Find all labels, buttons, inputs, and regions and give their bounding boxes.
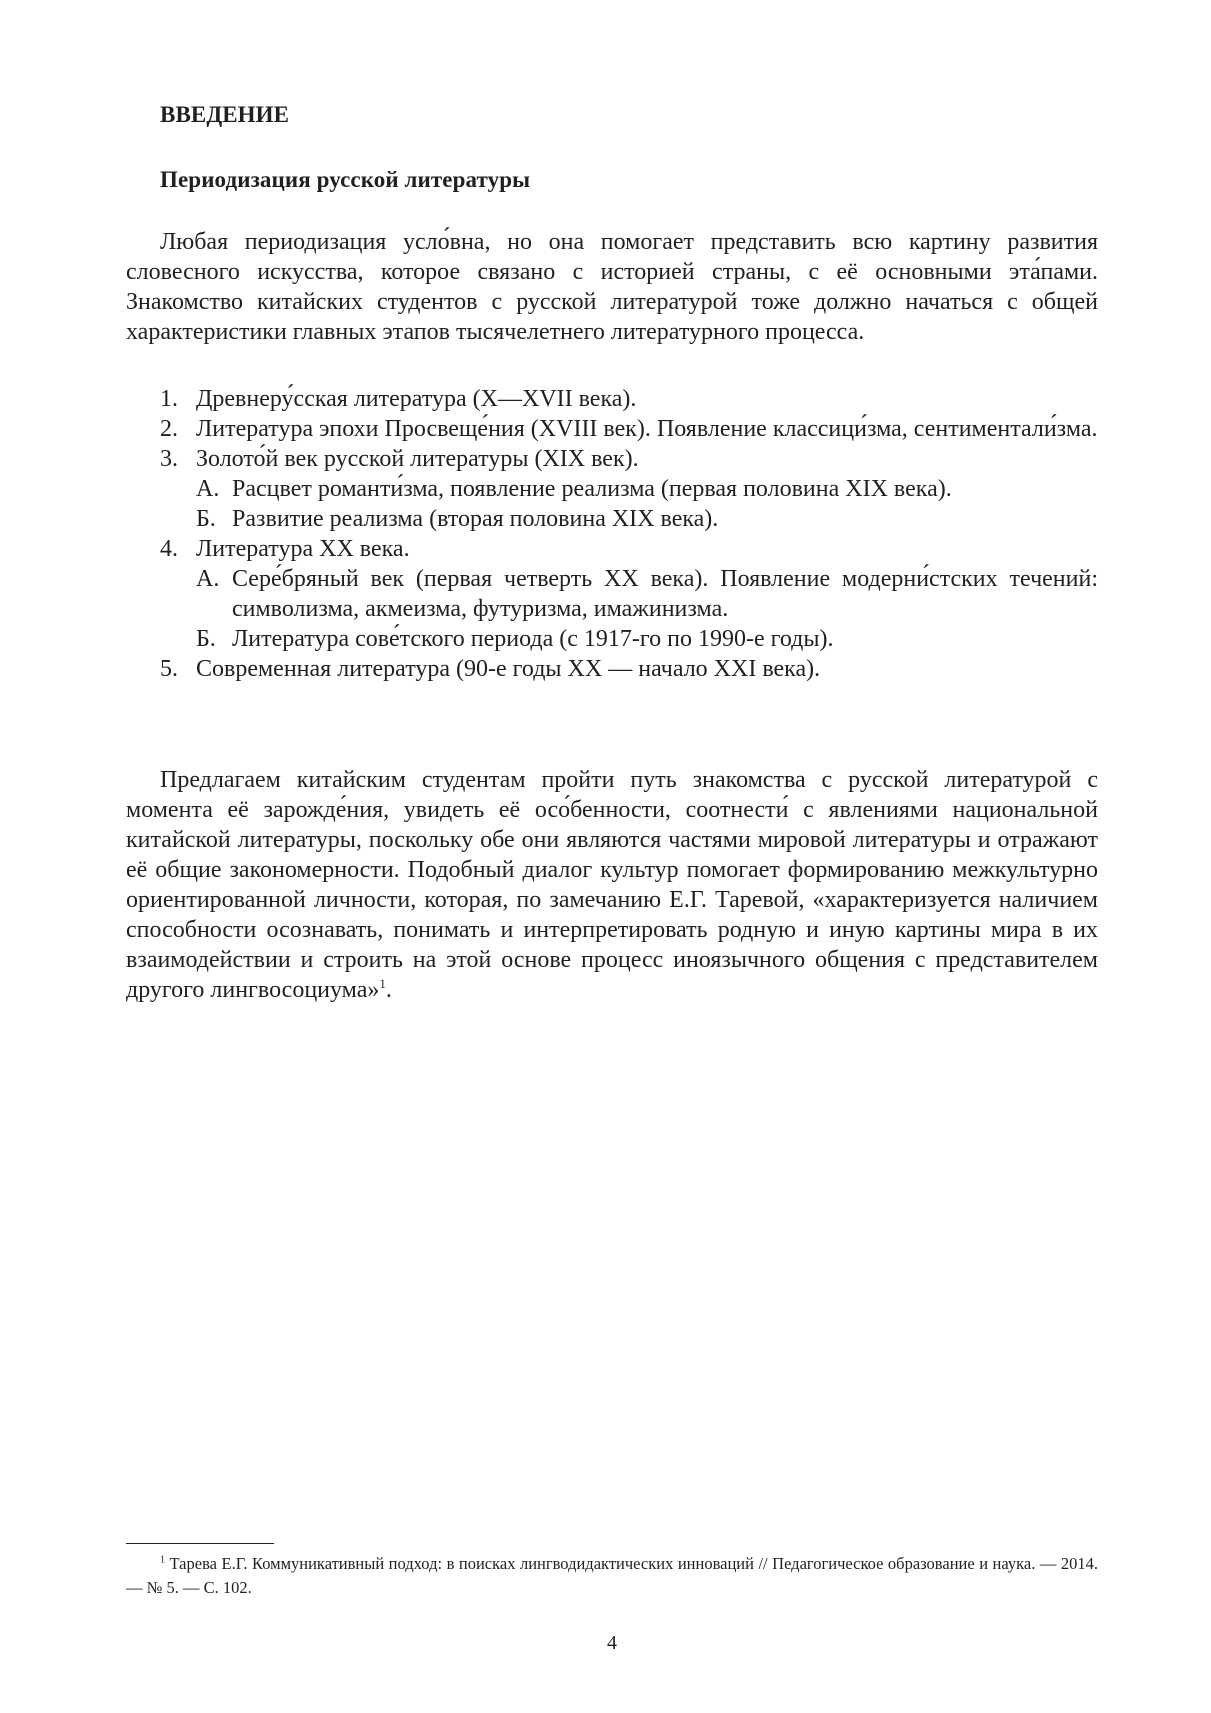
sub-list-item-text: Расцвет романти́зма, появление реализма (первая половина XIX века). <box>232 476 952 502</box>
document-page <box>126 0 1098 1713</box>
sub-list-item-letter: А. <box>196 476 220 502</box>
closing-paragraph-end: . <box>385 977 392 1003</box>
sub-list-item <box>196 624 1098 654</box>
list-item-number: 5. <box>160 656 178 682</box>
footnote-mark: 1 <box>160 1554 165 1566</box>
sub-list-item <box>196 504 1098 534</box>
list-item <box>160 534 1098 564</box>
sub-list-item <box>196 474 1098 504</box>
sub-list-item-letter: Б. <box>196 626 216 652</box>
list-item-number: 4. <box>160 536 178 562</box>
footnote-reference[interactable]: 1 <box>379 976 386 991</box>
section-heading-intro: ВВЕДЕНИЕ <box>160 102 290 127</box>
list-item <box>160 444 1098 474</box>
footnote <box>126 1552 1098 1600</box>
sub-list-item-letter: А. <box>196 566 220 592</box>
periods-list <box>160 384 1098 684</box>
sub-list-item-text: Развитие реализма (вторая половина XIX века). <box>232 506 719 532</box>
list-item-number: 2. <box>160 416 178 442</box>
list-item-number: 3. <box>160 446 178 472</box>
closing-paragraph-text: Предлагаем китайским студентам пройти путь знакомства с русской литературой с момента её зарожде́ния, увидеть её осо́бенности, соотнести́ с явлениями национальной китайской литературы, поскольку обе они являются частями мировой литературы и отражают её общие закономерности. Подобный диалог культур помогает формированию межкультурно ориентированной личности, которая, по замечанию Е.Г. Таревой, «характеризуется наличием способности осознавать, понимать и интерпретировать родную и иную картины мира в их взаимодействии и строить на этой основе процесс иноязычного общения с представителем другого лингвосоциума» <box>126 767 1098 1003</box>
sub-list-item-text: Литература сове́тского периода (с 1917-го по 1990-е годы). <box>232 626 834 652</box>
list-item-text: Древнеру́сская литература (X—XVII века). <box>196 386 637 412</box>
list-item-text: Литература эпохи Просвеще́ния (XVIII век). Появление классици́зма, сентиментали́зма. <box>196 416 1098 442</box>
footnote-divider <box>126 1543 274 1544</box>
sub-list-item-letter: Б. <box>196 506 216 532</box>
closing-paragraph <box>126 765 1098 1005</box>
list-item <box>160 654 1098 684</box>
sub-list-item-text: Сере́бряный век (первая четверть XX века). Появление модерни́стских течений: символизма, акмеизма, футуризма, имажинизма. <box>232 566 1098 622</box>
subsection-heading-periodization: Периодизация русской литературы <box>160 167 531 192</box>
list-item-text: Литература XX века. <box>196 536 410 562</box>
list-item-text: Золото́й век русской литературы (XIX век). <box>196 446 639 472</box>
footnote-text: Тарева Е.Г. Коммуникативный подход: в поисках лингводидактических инноваций // Педагогическое образование и наука. — 2014. — № 5. — С. 102. <box>126 1554 1098 1597</box>
list-item-number: 1. <box>160 386 178 412</box>
list-item <box>160 414 1098 444</box>
page-number: 4 <box>607 1632 617 1654</box>
sub-list-item <box>196 564 1098 624</box>
intro-paragraph: Любая периодизация усло́вна, но она помогает представить всю картину развития словесного искусства, которое связано с историей страны, с её основными эта́пами. Знакомство китайских студентов с русской литературой тоже должно начаться с общей характеристики главных этапов тысячелетнего литературного процесса. <box>126 229 1098 345</box>
list-item <box>160 384 1098 414</box>
list-item-text: Современная литература (90-е годы XX — начало XXI века). <box>196 656 821 682</box>
